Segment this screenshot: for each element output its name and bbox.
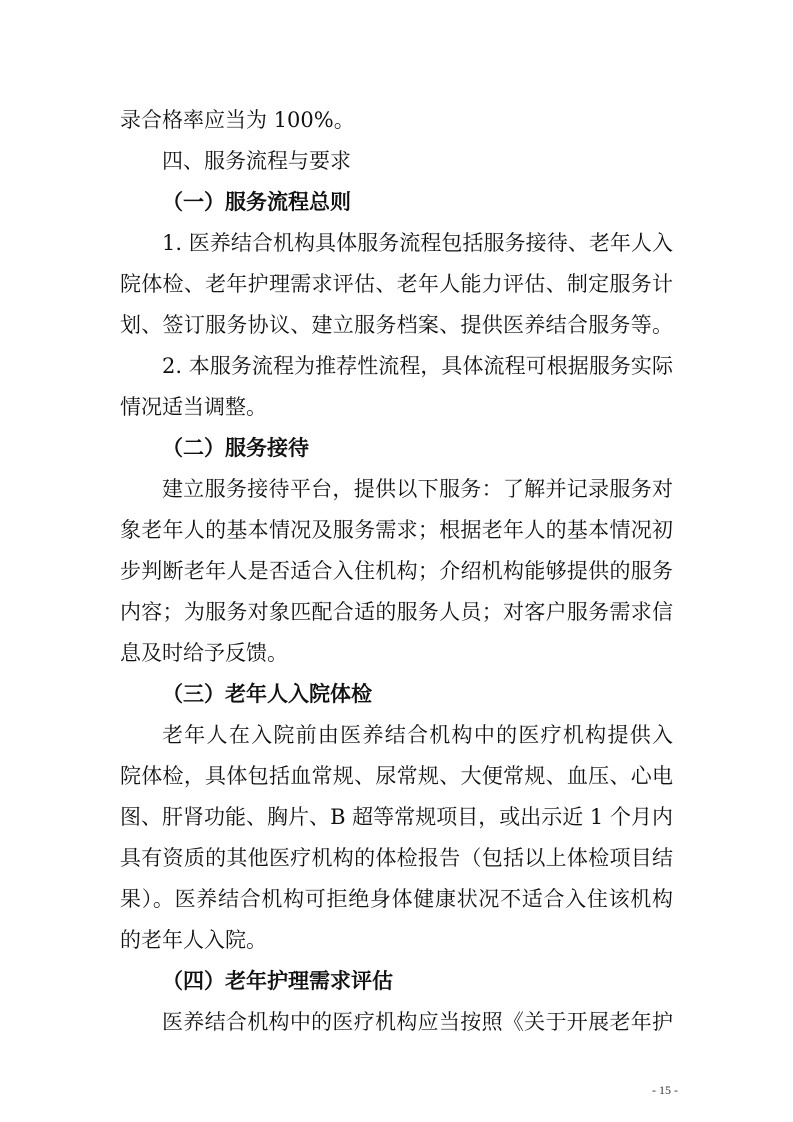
subsection-heading: （三）老年人入院体检 <box>162 681 372 706</box>
text-line: 2. 本服务流程为推荐性流程，具体流程可根据服务实际 <box>162 354 673 378</box>
text-line: 划、签订服务协议、建立服务档案、提供医养结合服务等。 <box>120 313 673 337</box>
text-line: 果）。医养结合机构可拒绝身体健康状况不适合入住该机构 <box>120 887 673 911</box>
subsection-heading: （二）服务接待 <box>162 435 309 460</box>
text-line: 具有资质的其他医疗机构的体检报告（包括以上体检项目结 <box>120 846 673 870</box>
page-number: - 15 - <box>652 1083 678 1097</box>
text-line: 情况适当调整。 <box>120 395 267 419</box>
text-line: 院体检、老年护理需求评估、老年人能力评估、制定服务计 <box>120 272 673 296</box>
text-line: 内容；为服务对象匹配合适的服务人员；对客户服务需求信 <box>120 600 673 624</box>
text-line: 步判断老年人是否适合入住机构；介绍机构能够提供的服务 <box>120 559 673 583</box>
text-line: 象老年人的基本情况及服务需求；根据老年人的基本情况初 <box>120 518 673 542</box>
section-heading: 四、服务流程与要求 <box>162 149 351 173</box>
text-line: 录合格率应当为 100%。 <box>120 108 355 132</box>
text-line: 院体检，具体包括血常规、尿常规、大便常规、血压、心电 <box>120 764 673 788</box>
subsection-heading: （一）服务流程总则 <box>162 189 351 214</box>
text-line: 老年人在入院前由医养结合机构中的医疗机构提供入 <box>162 723 673 747</box>
text-line: 1. 医养结合机构具体服务流程包括服务接待、老年人入 <box>162 231 673 255</box>
text-line: 建立服务接待平台，提供以下服务：了解并记录服务对 <box>162 477 673 501</box>
subsection-heading: （四）老年护理需求评估 <box>162 968 393 993</box>
text-line: 息及时给予反馈。 <box>120 641 288 665</box>
text-line: 的老年人入院。 <box>120 928 267 952</box>
text-line: 医养结合机构中的医疗机构应当按照《关于开展老年护 <box>162 1010 673 1034</box>
text-line: 图、肝肾功能、胸片、B 超等常规项目，或出示近 1 个月内 <box>120 805 673 829</box>
